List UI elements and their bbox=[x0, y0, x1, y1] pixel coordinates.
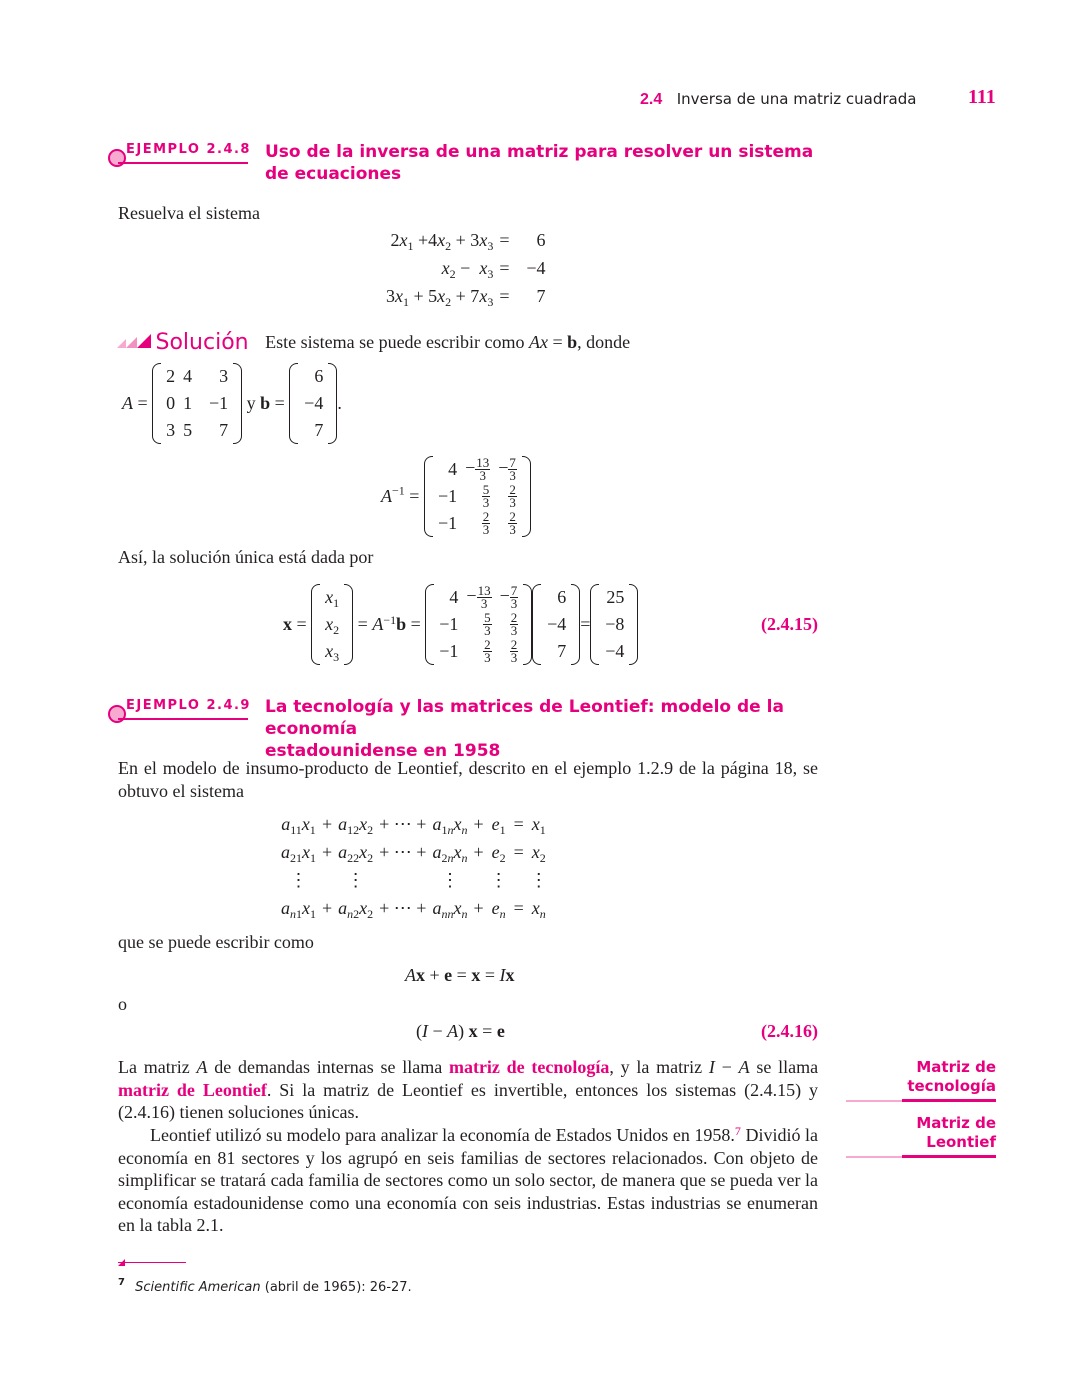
solution-tail: , donde bbox=[577, 332, 631, 352]
vector-b bbox=[289, 363, 337, 444]
example-underline bbox=[118, 162, 248, 164]
footnote-rule bbox=[118, 1262, 186, 1263]
footnote-ref[interactable]: 7 bbox=[734, 1124, 741, 1138]
leontief-system: $a_{11}x_1$ + $a_{12}x_2$ + ⋯ + $a_{1n}x_n$ + $e_1$ = $x_1$ $a_{21}x_1$ + $a_{22}x_2$ + ⋯ + $a_{2n}x_n$ + $e_2$ = $x_2$ ⋮ ⋮ ⋮ ⋮ ⋮ $a_{n1}x_1$ + $a_{n2}x_2$ + ⋯ + $a_{nn}x_n$ + $e_n$ = $x_n$ bbox=[281, 813, 548, 921]
equation-I-A: (I − A) x = e bbox=[416, 1021, 505, 1041]
or-text: o bbox=[118, 994, 127, 1014]
vector-cell: −4 bbox=[304, 393, 324, 413]
term-leontief-matrix: matriz de Leontief bbox=[118, 1079, 267, 1100]
section-title: Inversa de una matriz cuadrada bbox=[676, 90, 917, 108]
example-label: EJEMPLO 2.4.8 bbox=[126, 142, 251, 157]
solution-label: Solución bbox=[155, 330, 249, 355]
solution-equation: x = $x_1$ $x_2$ $x_3$ = $A^{-1}b$ = 4 − $\frac{13}{3}$ − $\frac{7}{3}$ −1 $\frac{5}{3}$ $\frac{2}{3}$ −1 $\frac{2}{3}$ $\frac{2}{3}$ 6 −4 7 = 25 −8 −4 bbox=[283, 584, 638, 665]
matrix-definitions: A = 2 4 3 0 1 −1 3 5 7 y b = 6 −4 7 . bbox=[122, 363, 342, 444]
example-title: Uso de la inversa de una matriz para resolver un sistema de ecuaciones bbox=[265, 142, 814, 184]
margin-note-technology: Matriz de tecnología bbox=[907, 1058, 996, 1095]
margin-note-divider-accent bbox=[902, 1155, 996, 1158]
example-underline bbox=[118, 718, 248, 720]
unique-solution-text: Así, la solución única está dada por bbox=[118, 547, 374, 567]
solution-triangles-icon bbox=[117, 332, 151, 353]
paragraph-matrices: La matriz A de demandas internas se llama matriz de tecnología, y la matriz I − A se llama matriz de Leontief. Si la matriz de Leontief es invertible, entonces los sistemas (2.4.15) y (2.4.16) tienen soluciones únicas. bbox=[118, 1057, 819, 1122]
matrix-cell: 5 bbox=[183, 420, 193, 440]
vector-cell: 6 bbox=[314, 366, 324, 386]
example-intro: Resuelva el sistema bbox=[118, 203, 260, 223]
footnote-source: Scientific American bbox=[135, 1280, 261, 1295]
equation-number-2-4-15: (2.4.15) bbox=[761, 614, 818, 634]
paragraph-leontief-1958: Leontief utilizó su modelo para analizar la economía de Estados Unidos en 1958.$^7$ Dividió la economía en 81 sectores y los agrupó en seis familias de sectores relacionados. Con objeto de simplificar se tratará cada familia de sectores como un solo sector, de manera que se pueda ver la economía estadounidense como una economía con seis industrias. Estas industrias se enumeran en la tabla 2.1. bbox=[118, 1124, 818, 1235]
running-header bbox=[640, 88, 916, 109]
solution-line: Solución Este sistema se puede escribir como Ax = b, donde bbox=[117, 330, 630, 355]
result-vector: 25 −8 −4 bbox=[590, 584, 638, 665]
vector-x: $x_1$ $x_2$ $x_3$ bbox=[311, 584, 353, 665]
solution-text: Este sistema se puede escribir como bbox=[265, 332, 525, 352]
section-number: 2.4 bbox=[640, 91, 663, 108]
example-label: EJEMPLO 2.4.9 bbox=[126, 698, 251, 713]
vector-cell: 7 bbox=[314, 420, 324, 440]
matrix-A-inverse-repeat: 4 − $\frac{13}{3}$ − $\frac{7}{3}$ −1 $\frac{5}{3}$ $\frac{2}{3}$ −1 $\frac{2}{3}$ $\frac{2}{3}$ bbox=[425, 584, 532, 665]
linear-system: $2x_1 +4x_2 + 3x_3$ = 6 $x_2 - x_3$ = −4 $3x_1 + 5x_2 + 7x_3$ = 7 bbox=[386, 229, 546, 309]
footnote: $^7$ Scientific American (abril de 1965): 26-27. bbox=[118, 1277, 412, 1295]
vector-b-repeat: 6 −4 7 bbox=[532, 584, 580, 665]
matrix-cell: 0 bbox=[166, 393, 176, 413]
matrix-cell: 1 bbox=[183, 393, 193, 413]
example-title: La tecnología y las matrices de Leontief: modelo de la economía estadounidense en 1958 bbox=[265, 697, 784, 761]
page-number: 111 bbox=[968, 86, 996, 108]
margin-note-leontief: Matriz de Leontief bbox=[916, 1114, 996, 1151]
term-technology-matrix: matriz de tecnología bbox=[448, 1057, 610, 1077]
equation-number-2-4-16: (2.4.16) bbox=[761, 1021, 818, 1041]
matrix-A bbox=[152, 363, 242, 444]
matrix-cell: −1 bbox=[209, 393, 229, 413]
matrix-cell: 4 bbox=[183, 366, 193, 386]
matrix-cell: 3 bbox=[219, 366, 229, 386]
matrix-cell: 2 bbox=[166, 366, 176, 386]
margin-note-divider-accent bbox=[902, 1099, 996, 1102]
matrix-cell: 7 bbox=[219, 420, 229, 440]
matrix-A-inverse: 4 − $\frac{13}{3}$ − $\frac{7}{3}$ −1 $\frac{5}{3}$ $\frac{2}{3}$ −1 $\frac{2}{3}$ $\frac{2}{3}$ bbox=[424, 456, 531, 537]
paragraph-leontief-intro: En el modelo de insumo-producto de Leontief, descrito en el ejemplo 1.2.9 de la página 18, se obtuvo el sistema bbox=[118, 758, 818, 801]
example-bullet-icon bbox=[108, 149, 126, 167]
equation-Ax-e: Ax + e = x = Ix bbox=[405, 965, 515, 985]
example-bullet-icon bbox=[108, 705, 126, 723]
written-as-text: que se puede escribir como bbox=[118, 932, 314, 952]
inverse-matrix: $A^{-1}$ = 4 − $\frac{13}{3}$ − $\frac{7}{3}$ −1 $\frac{5}{3}$ $\frac{2}{3}$ −1 $\frac{2}{3}$ $\frac{2}{3}$ bbox=[381, 456, 531, 537]
matrix-cell: 3 bbox=[166, 420, 176, 440]
footnote-rule-triangle-icon bbox=[118, 1259, 125, 1266]
